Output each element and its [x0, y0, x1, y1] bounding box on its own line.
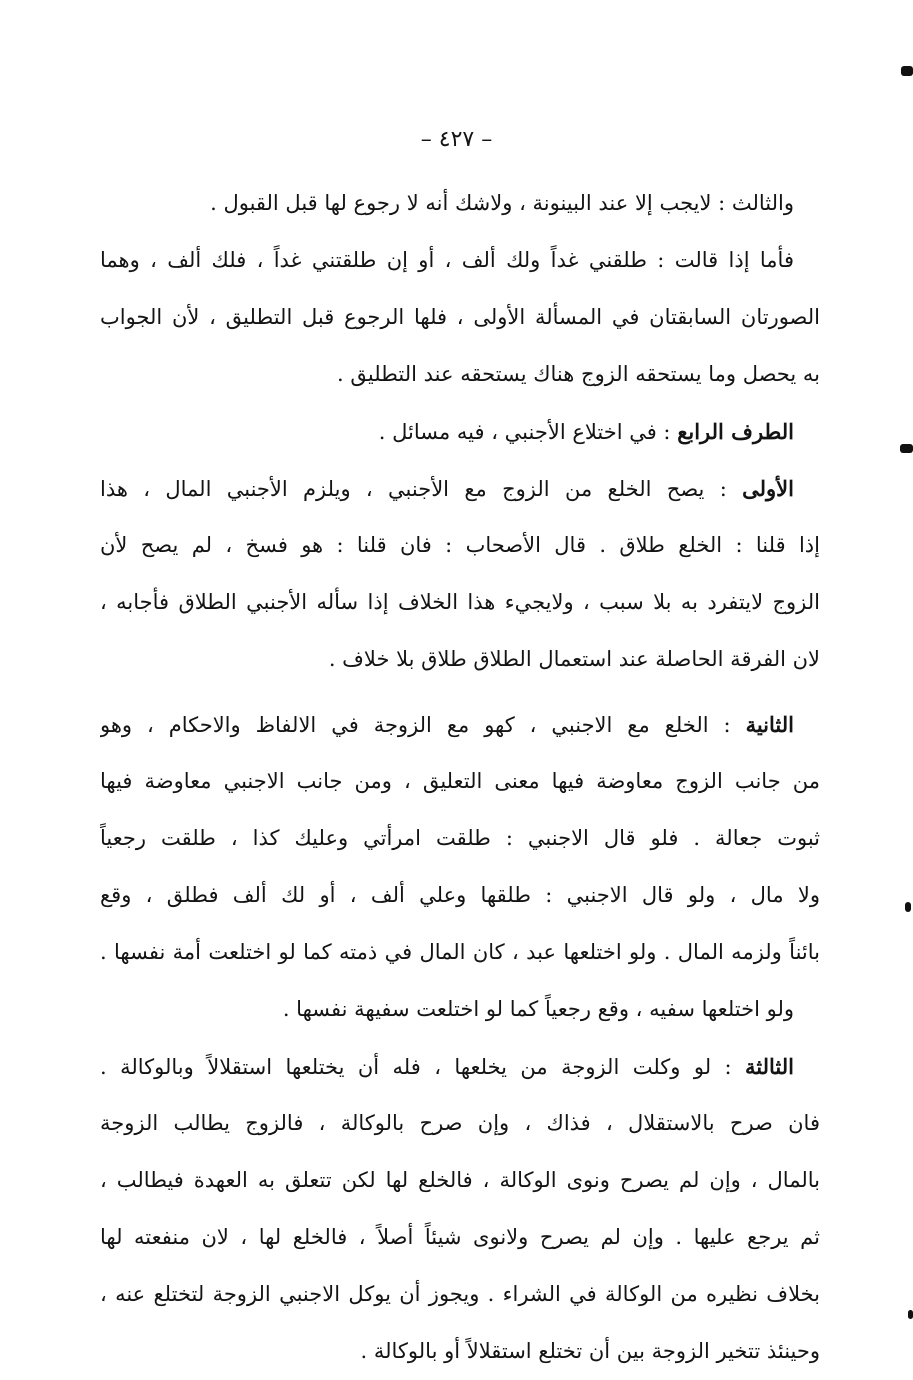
line-text: به يحصل وما يستحقه الزوج هناك يستحقه عند التطليق . [337, 362, 820, 386]
text-line [100, 696, 820, 753]
line-text: : لو وكلت الزوجة من يخلعها ، فله أن يختلعها استقلالاً وبالوكالة . [100, 1055, 746, 1079]
text-line [100, 1095, 820, 1152]
text-line [100, 924, 820, 981]
text-line [100, 1152, 820, 1209]
line-text: بخلاف نظيره من الوكالة في الشراء . ويجوز أن يوكل الاجنبي الزوجة لتختلع عنه ، [100, 1282, 820, 1306]
section-heading: الطرف الرابع [677, 419, 794, 444]
text-line [100, 1038, 820, 1095]
text-line [100, 1209, 820, 1266]
paragraph [100, 981, 820, 1038]
line-text: ولو اختلعها سفيه ، وقع رجعياً كما لو اختلعت سفيهة نفسها . [282, 997, 794, 1021]
paragraph [100, 696, 820, 981]
paragraph [100, 232, 820, 403]
line-text: فان صرح بالاستقلال ، فذاك ، وإن صرح بالوكالة ، فالزوج يطالب الزوجة [100, 1111, 820, 1135]
line-text: وحينئذ تتخير الزوجة بين أن تختلع استقلالاً أو بالوكالة . [360, 1339, 820, 1363]
line-text: فأما إذا قالت : طلقني غداً ولك ألف ، أو إن طلقتني غداً ، فلك ألف ، وهما [100, 248, 794, 272]
paragraph [100, 175, 820, 232]
line-text: : في اختلاع الأجنبي ، فيه مسائل . [378, 420, 678, 444]
text-line [100, 574, 820, 631]
line-text: ثم يرجع عليها . وإن لم يصرح ولانوى شيئاً أصلاً ، فالخلع لها ، لان منفعته لها [100, 1225, 820, 1249]
line-text: بالمال ، وإن لم يصرح ونوى الوكالة ، فالخلع لها لكن تتعلق به العهدة فيطالب ، [100, 1168, 820, 1192]
page-body [100, 175, 820, 1380]
text-line [100, 346, 820, 403]
scan-edge-mark [905, 902, 911, 912]
text-line [100, 1323, 820, 1380]
page-number: – ٤٢٧ – [420, 127, 493, 152]
line-text: : الخلع مع الاجنبي ، كهو مع الزوجة في الالفاظ والاحكام ، وهو [100, 713, 746, 737]
paragraph [100, 460, 820, 688]
text-line [100, 232, 820, 289]
line-text: الزوج لايتفرد به بلا سبب ، ولايجيء هذا الخلاف إذا سأله الأجنبي الطلاق فأجابه ، [100, 590, 820, 614]
text-line [100, 289, 820, 346]
scan-edge-mark [900, 444, 913, 453]
line-text: بائناً ولزمه المال . ولو اختلعها عبد ، كان المال في ذمته كما لو اختلعت أمة نفسها . [100, 940, 820, 964]
paragraph-gap [100, 688, 820, 696]
text-line [100, 1266, 820, 1323]
scan-edge-mark [901, 66, 913, 76]
text-line [100, 403, 820, 460]
paragraph [100, 403, 820, 460]
line-text: من جانب الزوج معاوضة فيها معنى التعليق ، ومن جانب الاجنبي معاوضة فيها [100, 769, 820, 793]
scan-edge-mark [908, 1310, 913, 1319]
text-line [100, 460, 820, 517]
section-heading: الثالثة [745, 1054, 794, 1079]
line-text: والثالث : لايجب إلا عند البينونة ، ولاشك أنه لا رجوع لها قبل القبول . [210, 191, 794, 215]
line-text: إذا قلنا : الخلع طلاق . قال الأصحاب : فان قلنا : هو فسخ ، لم يصح لأن [100, 533, 820, 557]
paragraph [100, 1038, 820, 1380]
line-text: : يصح الخلع من الزوج مع الأجنبي ، ويلزم الأجنبي المال ، هذا [100, 477, 743, 501]
text-line [100, 517, 820, 574]
line-text: الصورتان السابقتان في المسألة الأولى ، فلها الرجوع قبل التطليق ، لأن الجواب [100, 305, 820, 329]
line-text: ولا مال ، ولو قال الاجنبي : طلقها وعلي ألف ، أو لك ألف فطلق ، وقع [100, 883, 820, 907]
section-heading: الثانية [745, 712, 794, 737]
text-line [100, 981, 820, 1038]
line-text: ثبوت جعالة . فلو قال الاجنبي : طلقت امرأتي وعليك كذا ، طلقت رجعياً [100, 826, 820, 850]
section-heading: الأولى [742, 476, 794, 501]
text-line [100, 631, 820, 688]
text-line [100, 175, 820, 232]
text-line [100, 867, 820, 924]
text-line [100, 753, 820, 810]
text-line [100, 810, 820, 867]
line-text: لان الفرقة الحاصلة عند استعمال الطلاق طلاق بلا خلاف . [328, 647, 820, 671]
